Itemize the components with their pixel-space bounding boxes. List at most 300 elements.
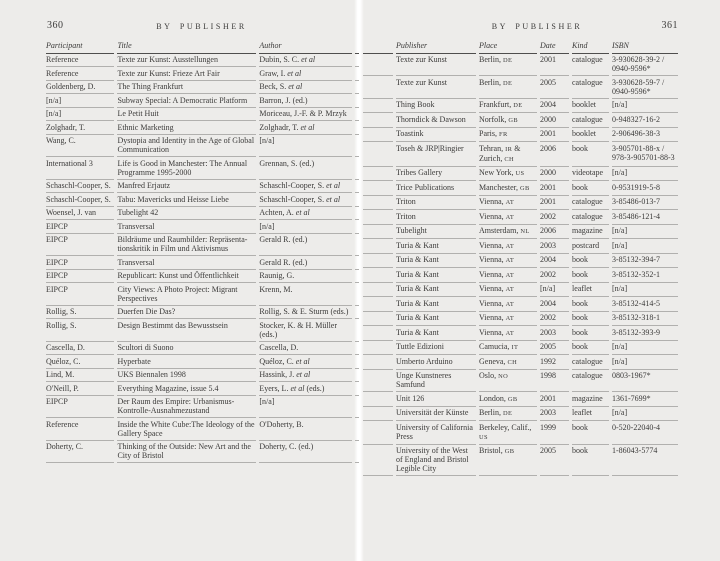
table-row bbox=[46, 180, 359, 194]
country-code: AT bbox=[505, 242, 515, 250]
cell-isbn: 0-520-22040-4 bbox=[612, 421, 678, 445]
gutter-stub-cell bbox=[363, 167, 393, 182]
table-row bbox=[46, 319, 359, 342]
gutter-stub-cell bbox=[363, 196, 393, 211]
cell-isbn: 3-905701-88-x / 978-3-905701-88-3 bbox=[612, 142, 678, 167]
column-header-date: Date bbox=[540, 39, 569, 54]
cell-kind: catalogue bbox=[572, 113, 609, 128]
cell-place: Oslo, NO bbox=[479, 370, 537, 393]
cell-author: Grennan, S. (ed.) bbox=[259, 157, 352, 180]
cell-publisher: University of California Press bbox=[396, 421, 476, 445]
cell-participant: O'Neill, P. bbox=[46, 382, 114, 396]
cell-title: Dystopia and Identity in the Age of Global Communication bbox=[117, 135, 256, 158]
cell-date: 2003 bbox=[540, 407, 569, 422]
country-code: NO bbox=[498, 373, 509, 380]
gutter-stub-cell bbox=[363, 370, 393, 393]
gutter-stub-cell bbox=[355, 220, 359, 234]
cell-date: 2005 bbox=[540, 445, 569, 477]
table-row bbox=[46, 256, 359, 270]
gutter-stub-header bbox=[363, 39, 393, 54]
cell-author: Gerald R. (ed.) bbox=[259, 234, 352, 257]
country-code: DE bbox=[513, 102, 523, 109]
gutter-stub-cell bbox=[363, 355, 393, 370]
cell-publisher: Tuttle Edizioni bbox=[396, 341, 476, 356]
country-code: DE bbox=[503, 57, 513, 64]
column-header-row bbox=[363, 39, 678, 54]
cell-participant: Zolghadr, T. bbox=[46, 121, 114, 135]
cell-author: Eyers, L. et al (eds.) bbox=[259, 382, 352, 396]
country-code: AT bbox=[505, 213, 515, 221]
country-code: US bbox=[479, 433, 488, 441]
cell-author: Gerald R. (ed.) bbox=[259, 256, 352, 270]
cell-participant: International 3 bbox=[46, 157, 114, 180]
gutter-stub-cell bbox=[363, 54, 393, 77]
cell-place: Manchester, GB bbox=[479, 181, 537, 196]
cell-author: Raunig, G. bbox=[259, 270, 352, 284]
cell-place: Vienna, AT bbox=[479, 312, 537, 327]
cell-participant: EIPCP bbox=[46, 396, 114, 419]
country-code: GB bbox=[507, 395, 518, 403]
table-row bbox=[46, 418, 359, 441]
table-row bbox=[363, 239, 678, 254]
cell-author: Barron, J. (ed.) bbox=[259, 94, 352, 108]
table-row bbox=[46, 234, 359, 257]
cell-date: 2006 bbox=[540, 225, 569, 240]
cell-date: 2001 bbox=[540, 54, 569, 77]
cell-title: UKS Biennalen 1998 bbox=[117, 369, 256, 383]
country-code: DE bbox=[503, 410, 513, 417]
cell-place: Vienna, AT bbox=[479, 297, 537, 312]
cell-title: Duerfen Die Das? bbox=[117, 306, 256, 320]
gutter-stub-cell bbox=[355, 256, 359, 270]
table-row bbox=[46, 355, 359, 369]
cell-date: 2001 bbox=[540, 128, 569, 143]
cell-publisher: Toastink bbox=[396, 128, 476, 143]
cell-participant: Reference bbox=[46, 54, 114, 68]
cell-date: 2001 bbox=[540, 181, 569, 196]
cell-participant: [n/a] bbox=[46, 94, 114, 108]
cell-title: Manfred Erjautz bbox=[117, 180, 256, 194]
gutter-stub-cell bbox=[363, 268, 393, 283]
left-page-table bbox=[43, 39, 362, 463]
cell-publisher: Turia & Kant bbox=[396, 268, 476, 283]
gutter-stub-cell bbox=[355, 319, 359, 342]
gutter-stub-cell bbox=[363, 142, 393, 167]
cell-participant: Rollig, S. bbox=[46, 319, 114, 342]
cell-isbn: 0-948327-16-2 bbox=[612, 113, 678, 128]
gutter-stub-cell bbox=[363, 210, 393, 225]
cell-participant: Lind, M. bbox=[46, 369, 114, 383]
cell-isbn: 3-85132-414-5 bbox=[612, 297, 678, 312]
cell-kind: book bbox=[572, 445, 609, 477]
column-header-author: Author bbox=[259, 39, 352, 54]
cell-kind: videotape bbox=[572, 167, 609, 182]
cell-date: 2004 bbox=[540, 254, 569, 269]
cell-kind: book bbox=[572, 421, 609, 445]
cell-author: Cascella, D. bbox=[259, 342, 352, 356]
country-code: IT bbox=[511, 344, 519, 351]
country-code: AT bbox=[505, 300, 515, 308]
cell-place: Paris, FR bbox=[479, 128, 537, 143]
cell-isbn: 3-85132-394-7 bbox=[612, 254, 678, 269]
gutter-stub-cell bbox=[355, 418, 359, 441]
gutter-stub-cell bbox=[363, 326, 393, 341]
gutter-stub-cell bbox=[355, 441, 359, 464]
cell-participant: EIPCP bbox=[46, 220, 114, 234]
table-row bbox=[363, 225, 678, 240]
table-row bbox=[46, 67, 359, 81]
cell-title: Tabu: Mavericks und Heisse Liebe bbox=[117, 193, 256, 207]
cell-isbn: [n/a] bbox=[612, 167, 678, 182]
cell-isbn: [n/a] bbox=[612, 99, 678, 114]
cell-publisher: Toseh & JRP|Ringier bbox=[396, 142, 476, 167]
cell-place: Vienna, AT bbox=[479, 239, 537, 254]
cell-isbn: 1-86043-5774 bbox=[612, 445, 678, 477]
cell-kind: booklet bbox=[572, 128, 609, 143]
cell-title: Le Petit Huit bbox=[117, 108, 256, 122]
gutter-stub-cell bbox=[363, 407, 393, 422]
cell-publisher: Tubelight bbox=[396, 225, 476, 240]
cell-place: Norfolk, GB bbox=[479, 113, 537, 128]
cell-isbn: 3-85132-352-1 bbox=[612, 268, 678, 283]
column-header-publisher: Publisher bbox=[396, 39, 476, 54]
cell-place: Vienna, AT bbox=[479, 283, 537, 298]
cell-participant: Doherty, C. bbox=[46, 441, 114, 464]
cell-isbn: [n/a] bbox=[612, 341, 678, 356]
cell-isbn: 3-85486-121-4 bbox=[612, 210, 678, 225]
cell-kind: book bbox=[572, 142, 609, 167]
cell-place: Frankfurt, DE bbox=[479, 99, 537, 114]
right-page-table bbox=[360, 39, 681, 476]
cell-date: 2005 bbox=[540, 341, 569, 356]
cell-place: Vienna, AT bbox=[479, 268, 537, 283]
cell-kind: magazine bbox=[572, 225, 609, 240]
gutter-stub-cell bbox=[355, 135, 359, 158]
cell-isbn: 3-930628-39-2 / 0940-9596* bbox=[612, 54, 678, 77]
cell-publisher: Umberto Arduino bbox=[396, 355, 476, 370]
cell-author: O'Doherty, B. bbox=[259, 418, 352, 441]
table-row bbox=[363, 341, 678, 356]
table-row bbox=[46, 382, 359, 396]
cell-publisher: Turia & Kant bbox=[396, 283, 476, 298]
table-row bbox=[46, 369, 359, 383]
cell-author: Quéloz, C. et al bbox=[259, 355, 352, 369]
cell-date: 2000 bbox=[540, 113, 569, 128]
left-page-number: 360 bbox=[47, 20, 64, 31]
table-row bbox=[46, 157, 359, 180]
country-code: DE bbox=[503, 79, 513, 87]
column-header-kind: Kind bbox=[572, 39, 609, 54]
country-code: AT bbox=[505, 315, 515, 322]
table-row bbox=[363, 76, 678, 99]
cell-author: Rollig, S. & E. Sturm (eds.) bbox=[259, 306, 352, 320]
gutter-stub-cell bbox=[363, 113, 393, 128]
gutter-stub-cell bbox=[363, 392, 393, 407]
cell-isbn: 3-85132-393-9 bbox=[612, 326, 678, 341]
cell-participant: Cascella, D. bbox=[46, 342, 114, 356]
table-row bbox=[46, 193, 359, 207]
table-row bbox=[363, 283, 678, 298]
gutter-stub-cell bbox=[363, 239, 393, 254]
cell-author: Beck, S. et al bbox=[259, 81, 352, 95]
table-row bbox=[46, 207, 359, 221]
cell-title: Republicart: Kunst und Öffentlichkeit bbox=[117, 270, 256, 284]
gutter-stub-cell bbox=[355, 54, 359, 68]
cell-place: Vienna, AT bbox=[479, 196, 537, 211]
table-row bbox=[46, 54, 359, 68]
cell-author: [n/a] bbox=[259, 135, 352, 158]
gutter-stub-cell bbox=[355, 396, 359, 419]
cell-title: Hyperbate bbox=[117, 355, 256, 369]
cell-date: 2002 bbox=[540, 312, 569, 327]
cell-participant: EIPCP bbox=[46, 283, 114, 306]
table-row bbox=[363, 113, 678, 128]
cell-author: Graw, I. et al bbox=[259, 67, 352, 81]
country-code: AT bbox=[505, 329, 515, 337]
gutter-stub-cell bbox=[355, 157, 359, 180]
cell-place: Camucia, IT bbox=[479, 341, 537, 356]
cell-publisher: Unge Kunstneres Samfund bbox=[396, 370, 476, 393]
cell-date: 2000 bbox=[540, 167, 569, 182]
table-row bbox=[363, 99, 678, 114]
cell-participant: EIPCP bbox=[46, 234, 114, 257]
table-row bbox=[46, 81, 359, 95]
cell-kind: booklet bbox=[572, 99, 609, 114]
gutter-stub-cell bbox=[363, 225, 393, 240]
gutter-stub-cell bbox=[355, 207, 359, 221]
cell-date: 2002 bbox=[540, 210, 569, 225]
table-row bbox=[46, 342, 359, 356]
country-code: GB bbox=[520, 184, 530, 192]
gutter-stub-cell bbox=[355, 108, 359, 122]
cell-kind: book bbox=[572, 297, 609, 312]
cell-isbn: [n/a] bbox=[612, 225, 678, 240]
gutter-stub-cell bbox=[355, 121, 359, 135]
cell-kind: leaflet bbox=[572, 407, 609, 422]
cell-place: Vienna, AT bbox=[479, 326, 537, 341]
gutter-stub-cell bbox=[355, 283, 359, 306]
cell-publisher: Thorndick & Dawson bbox=[396, 113, 476, 128]
cell-participant: Wang, C. bbox=[46, 135, 114, 158]
country-code: CH bbox=[504, 155, 515, 163]
gutter-stub-cell bbox=[363, 283, 393, 298]
cell-kind: book bbox=[572, 268, 609, 283]
table-row bbox=[363, 268, 678, 283]
gutter-stub-cell bbox=[363, 297, 393, 312]
cell-date: 1998 bbox=[540, 370, 569, 393]
gutter-stub-cell bbox=[355, 355, 359, 369]
cell-title: Der Raum des Empire: Urbanismus-Kontrolle-Ausnahmezustand bbox=[117, 396, 256, 419]
cell-isbn: 0-9531919-5-8 bbox=[612, 181, 678, 196]
column-header-title: Title bbox=[117, 39, 256, 54]
cell-author: Hassink, J. et al bbox=[259, 369, 352, 383]
gutter-stub-cell bbox=[363, 445, 393, 477]
right-page-number: 361 bbox=[661, 20, 678, 31]
cell-kind: catalogue bbox=[572, 54, 609, 77]
column-header-place: Place bbox=[479, 39, 537, 54]
cell-title: Life is Good in Manchester: The Annual Programme 1995-2000 bbox=[117, 157, 256, 180]
cell-isbn: 3-85486-013-7 bbox=[612, 196, 678, 211]
cell-kind: catalogue bbox=[572, 210, 609, 225]
cell-publisher: Turia & Kant bbox=[396, 297, 476, 312]
gutter-stub-cell bbox=[355, 382, 359, 396]
table-row bbox=[46, 135, 359, 158]
gutter-stub-cell bbox=[355, 234, 359, 257]
table-row bbox=[46, 121, 359, 135]
cell-place: Berkeley, Calif., US bbox=[479, 421, 537, 445]
table-row bbox=[363, 297, 678, 312]
cell-isbn: 0803-1967* bbox=[612, 370, 678, 393]
country-code: NL bbox=[520, 228, 530, 235]
table-row bbox=[363, 128, 678, 143]
cell-isbn: 1361-7699* bbox=[612, 392, 678, 407]
cell-publisher: University of the West of England and Bristol Legible City bbox=[396, 445, 476, 477]
cell-place: Berlin, DE bbox=[479, 76, 537, 99]
cell-title: Everything Magazine, issue 5.4 bbox=[117, 382, 256, 396]
gutter-stub-cell bbox=[355, 67, 359, 81]
gutter-stub-cell bbox=[355, 306, 359, 320]
cell-kind: book bbox=[572, 254, 609, 269]
table-row bbox=[46, 108, 359, 122]
cell-author: Doherty, C. (ed.) bbox=[259, 441, 352, 464]
table-row bbox=[363, 421, 678, 445]
table-row bbox=[363, 392, 678, 407]
cell-participant: Schaschl-Cooper, S. bbox=[46, 180, 114, 194]
cell-date: 2002 bbox=[540, 268, 569, 283]
table-row bbox=[363, 210, 678, 225]
cell-title: Bildräume und Raumbilder: Repräsentationskritik in Film und Aktivismus bbox=[117, 234, 256, 257]
cell-kind: magazine bbox=[572, 392, 609, 407]
cell-publisher: Turia & Kant bbox=[396, 312, 476, 327]
cell-participant: EIPCP bbox=[46, 270, 114, 284]
table-row bbox=[363, 181, 678, 196]
cell-date: 1992 bbox=[540, 355, 569, 370]
cell-participant: [n/a] bbox=[46, 108, 114, 122]
cell-author: Stocker, K. & H. Müller (eds.) bbox=[259, 319, 352, 342]
table-row bbox=[363, 142, 678, 167]
cell-author: Dubin, S. C. et al bbox=[259, 54, 352, 68]
table-row bbox=[46, 396, 359, 419]
cell-isbn: [n/a] bbox=[612, 407, 678, 422]
cell-participant: Quéloz, C. bbox=[46, 355, 114, 369]
cell-kind: book bbox=[572, 341, 609, 356]
cell-isbn: 3-85132-318-1 bbox=[612, 312, 678, 327]
cell-date: 2004 bbox=[540, 99, 569, 114]
cell-author: [n/a] bbox=[259, 220, 352, 234]
table-row bbox=[363, 355, 678, 370]
country-code: AT bbox=[505, 199, 515, 206]
cell-date: 2003 bbox=[540, 326, 569, 341]
cell-participant: Rollig, S. bbox=[46, 306, 114, 320]
gutter-stub-cell bbox=[355, 180, 359, 194]
country-code: AT bbox=[505, 257, 515, 264]
cell-date: [n/a] bbox=[540, 283, 569, 298]
cell-title: Tubelight 42 bbox=[117, 207, 256, 221]
cell-author: Zolghadr, T. et al bbox=[259, 121, 352, 135]
cell-kind: book bbox=[572, 181, 609, 196]
country-code: AT bbox=[505, 286, 515, 293]
gutter-stub-cell bbox=[363, 312, 393, 327]
cell-place: Amsterdam, NL bbox=[479, 225, 537, 240]
cell-date: 2001 bbox=[540, 196, 569, 211]
cell-isbn: 3-930628-59-7 / 0940-9596* bbox=[612, 76, 678, 99]
table-row bbox=[46, 441, 359, 464]
cell-participant: Reference bbox=[46, 418, 114, 441]
cell-kind: leaflet bbox=[572, 283, 609, 298]
cell-title: Inside the White Cube:The Ideology of the Gallery Space bbox=[117, 418, 256, 441]
cell-title: Texte zur Kunst: Ausstellungen bbox=[117, 54, 256, 68]
column-header-participant: Participant bbox=[46, 39, 114, 54]
cell-title: Scultori di Suono bbox=[117, 342, 256, 356]
cell-isbn: 2-906496-38-3 bbox=[612, 128, 678, 143]
gutter-stub-cell bbox=[363, 99, 393, 114]
gutter-stub-cell bbox=[355, 342, 359, 356]
cell-kind: book bbox=[572, 312, 609, 327]
cell-publisher: Trice Publications bbox=[396, 181, 476, 196]
cell-author: [n/a] bbox=[259, 396, 352, 419]
cell-publisher: Triton bbox=[396, 196, 476, 211]
table-row bbox=[363, 196, 678, 211]
country-code: IR bbox=[505, 145, 513, 153]
cell-author: Krenn, M. bbox=[259, 283, 352, 306]
cell-isbn: [n/a] bbox=[612, 239, 678, 254]
cell-place: New York, US bbox=[479, 167, 537, 182]
cell-participant: Goldenberg, D. bbox=[46, 81, 114, 95]
table-row bbox=[363, 445, 678, 477]
cell-place: Vienna, AT bbox=[479, 254, 537, 269]
cell-publisher: Unit 126 bbox=[396, 392, 476, 407]
table-row bbox=[46, 306, 359, 320]
gutter-stub-cell bbox=[363, 254, 393, 269]
table-row bbox=[363, 54, 678, 77]
cell-isbn: [n/a] bbox=[612, 283, 678, 298]
gutter-stub-cell bbox=[355, 81, 359, 95]
cell-place: Geneva, CH bbox=[479, 355, 537, 370]
cell-publisher: Turia & Kant bbox=[396, 326, 476, 341]
table-row bbox=[363, 312, 678, 327]
right-running-head: BY PUBLISHER bbox=[491, 22, 583, 31]
gutter-stub-cell bbox=[355, 369, 359, 383]
cell-author: Moriceau, J.-F. & P. Mrzyk bbox=[259, 108, 352, 122]
cell-publisher: Turia & Kant bbox=[396, 239, 476, 254]
table-row bbox=[363, 254, 678, 269]
cell-kind: catalogue bbox=[572, 196, 609, 211]
cell-kind: book bbox=[572, 326, 609, 341]
cell-title: Texte zur Kunst: Frieze Art Fair bbox=[117, 67, 256, 81]
table-row bbox=[363, 326, 678, 341]
cell-title: Ethnic Marketing bbox=[117, 121, 256, 135]
cell-date: 2005 bbox=[540, 76, 569, 99]
table-row bbox=[46, 270, 359, 284]
table-row bbox=[363, 370, 678, 393]
gutter-stub-cell bbox=[363, 421, 393, 445]
cell-kind: catalogue bbox=[572, 370, 609, 393]
cell-place: London, GB bbox=[479, 392, 537, 407]
table-row bbox=[363, 407, 678, 422]
gutter-stub-cell bbox=[355, 270, 359, 284]
cell-place: Bristol, GB bbox=[479, 445, 537, 477]
gutter-stub-cell bbox=[355, 94, 359, 108]
cell-kind: postcard bbox=[572, 239, 609, 254]
cell-title: Transversal bbox=[117, 256, 256, 270]
cell-publisher: Turia & Kant bbox=[396, 254, 476, 269]
gutter-stub-cell bbox=[363, 128, 393, 143]
gutter-stub-header bbox=[355, 39, 359, 54]
cell-title: The Thing Frankfurt bbox=[117, 81, 256, 95]
table-row bbox=[46, 220, 359, 234]
gutter-stub-cell bbox=[355, 193, 359, 207]
column-header-row bbox=[46, 39, 359, 54]
